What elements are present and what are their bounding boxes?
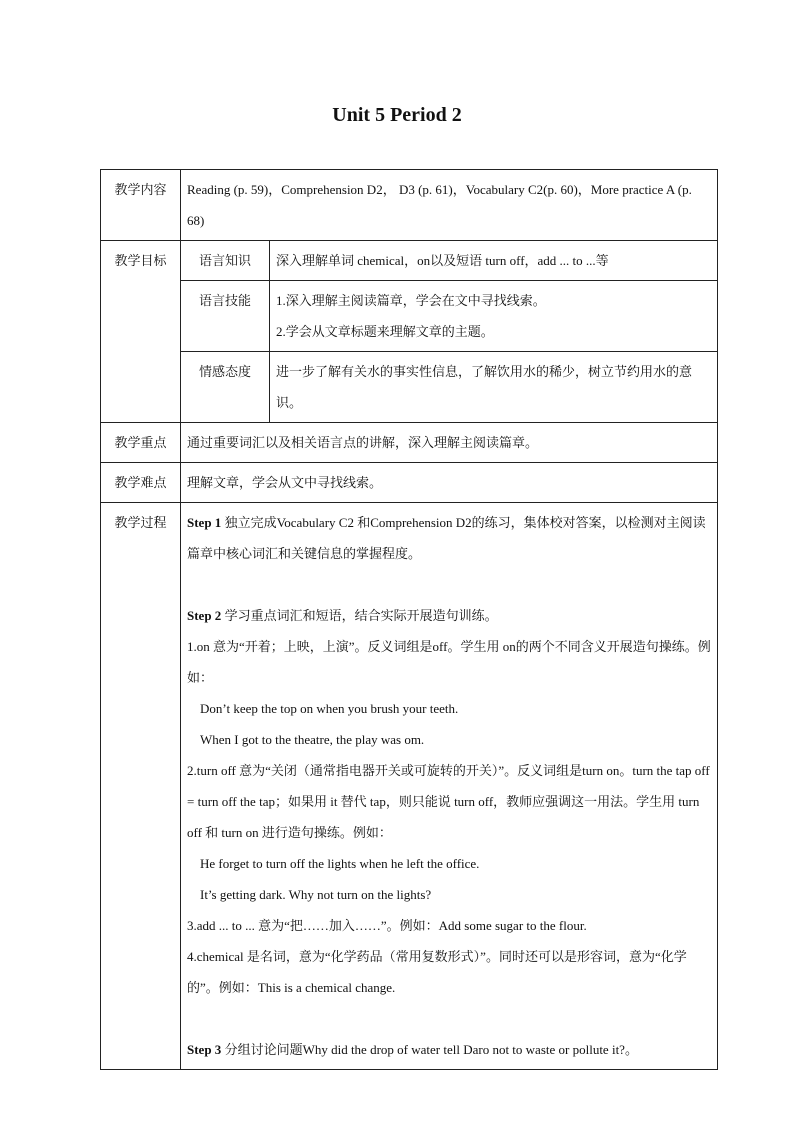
- difficulties-row: [101, 463, 718, 503]
- skills-text: [270, 281, 718, 352]
- step2-paragraph: [187, 600, 711, 631]
- key-points-label: 教学重点: [101, 423, 181, 463]
- step2-text: 学习重点词汇和短语，结合实际开展造句训练。: [221, 608, 498, 623]
- step3-paragraph: [187, 1034, 711, 1065]
- objectives-skills-row: [101, 281, 718, 352]
- step1-heading: Step 1: [187, 515, 222, 530]
- difficulties-label: 教学难点: [101, 463, 181, 503]
- process-row: [101, 503, 718, 1070]
- item1-example-1: Don’t keep the top on when you brush your teeth.: [200, 701, 459, 716]
- skills-line-1: 1.深入理解主阅读篇章，学会在文中寻找线索。: [276, 293, 546, 308]
- knowledge-label: 语言知识: [181, 241, 270, 281]
- step1-text: 独立完成Vocabulary C2 和Comprehension D2的练习，集体校对答案，以检测对主阅读篇章中核心词汇和关键信息的掌握程度。: [187, 515, 706, 561]
- objectives-knowledge-row: [101, 241, 718, 281]
- lesson-plan-table: [100, 169, 718, 1070]
- knowledge-text: 深入理解单词 chemical，on以及短语 turn off，add ... to ...等: [270, 241, 718, 281]
- key-points-text: 通过重要词汇以及相关语言点的讲解，深入理解主阅读篇章。: [181, 423, 718, 463]
- item1-example-2: When I got to the theatre, the play was om.: [200, 732, 425, 747]
- attitude-label: 情感态度: [181, 352, 270, 423]
- step2-heading: Step 2: [187, 608, 222, 623]
- objectives-attitude-row: [101, 352, 718, 423]
- content-text: Reading (p. 59)，Comprehension D2， D3 (p. 61)，Vocabulary C2(p. 60)，More practice A (p. 68): [181, 170, 718, 241]
- skills-label: 语言技能: [181, 281, 270, 352]
- item2-example-2: It’s getting dark. Why not turn on the lights?: [200, 887, 432, 902]
- item2-text: 2.turn off 意为“关闭（通常指电器开关或可旋转的开关）”。反义词组是turn on。turn the tap off = turn off the tap；如果用 it 替代 tap，则只能说 turn off，教师应强调这一用法。学生用 turn off 和 turn on 进行造句操练。例如：: [187, 763, 710, 840]
- spacer: [187, 1003, 711, 1034]
- content-label: 教学内容: [101, 170, 181, 241]
- key-points-row: [101, 423, 718, 463]
- content-row: [101, 170, 718, 241]
- page-title: Unit 5 Period 2: [332, 104, 462, 126]
- item2-example-1: He forget to turn off the lights when he left the office.: [200, 856, 480, 871]
- objectives-label: 教学目标: [101, 241, 181, 423]
- item3-text: 3.add ... to ... 意为“把……加入……”。例如：Add some sugar to the flour.: [187, 918, 587, 933]
- spacer: [187, 569, 711, 600]
- item4-text: 4.chemical 是名词，意为“化学药品（常用复数形式）”。同时还可以是形容词，意为“化学的”。例如：This is a chemical change.: [187, 949, 687, 995]
- step3-text: 分组讨论问题Why did the drop of water tell Daro not to waste or pollute it?。: [221, 1042, 638, 1057]
- process-content: [181, 503, 718, 1070]
- attitude-text: 进一步了解有关水的事实性信息，了解饮用水的稀少，树立节约用水的意识。: [270, 352, 718, 423]
- process-label: 教学过程: [101, 503, 181, 1070]
- step1-paragraph: [187, 507, 711, 569]
- difficulties-text: 理解文章，学会从文中寻找线索。: [181, 463, 718, 503]
- item1-text: 1.on 意为“开着；上映，上演”。反义词组是off。学生用 on的两个不同含义开展造句操练。例如：: [187, 639, 711, 685]
- skills-line-2: 2.学会从文章标题来理解文章的主题。: [276, 324, 494, 339]
- step3-heading: Step 3: [187, 1042, 222, 1057]
